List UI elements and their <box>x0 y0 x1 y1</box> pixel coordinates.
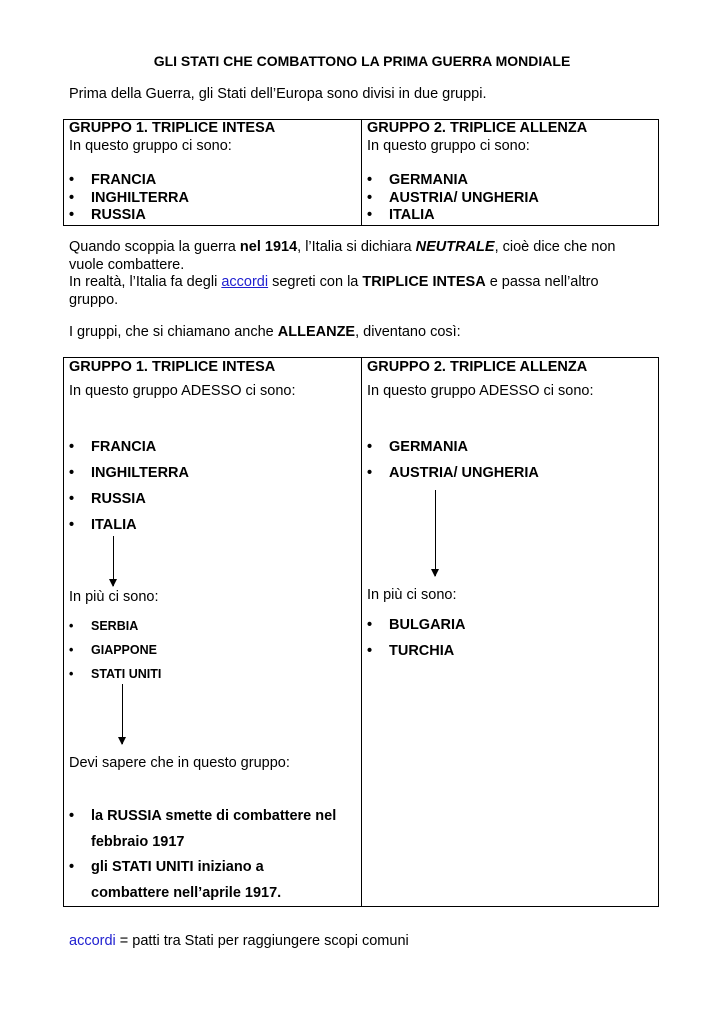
text: , diventano così: <box>355 324 461 340</box>
list-item: • la RUSSIA smette di combattere nel febbraio 1917 <box>69 804 339 855</box>
accordi-link[interactable]: accordi <box>221 274 269 290</box>
group1-cell <box>64 358 362 907</box>
war-paragraph <box>69 239 649 309</box>
down-arrow-icon <box>113 536 114 586</box>
list-item: • AUSTRIA/ UNGHERIA <box>367 190 653 208</box>
note-label: Devi sapere che in questo gruppo: <box>69 755 290 771</box>
list-item: • FRANCIA <box>69 434 189 460</box>
down-arrow-icon <box>122 684 123 744</box>
list-item: • SERBIA <box>69 614 161 638</box>
list-item: • GERMANIA <box>367 434 539 460</box>
group2-header: GRUPPO 2. TRIPLICE ALLENZA <box>367 120 588 136</box>
more-label: In più ci sono: <box>69 589 159 605</box>
list-item: • ITALIA <box>69 512 189 538</box>
list-item: • RUSSIA <box>69 486 189 512</box>
group2-subtitle: In questo gruppo ci sono: <box>367 137 530 154</box>
text: Quando scoppia la guerra <box>69 239 240 255</box>
text: segreti con la <box>268 274 363 290</box>
more-list <box>367 612 466 664</box>
group1-header: GRUPPO 1. TRIPLICE INTESA <box>69 359 276 375</box>
text-neutrale: NEUTRALE <box>415 239 495 255</box>
group2-header: GRUPPO 2. TRIPLICE ALLENZA <box>367 359 588 375</box>
group1-subtitle: In questo gruppo ADESSO ci sono: <box>69 383 296 399</box>
list-item: • AUSTRIA/ UNGHERIA <box>367 460 539 486</box>
list-item: • TURCHIA <box>367 638 466 664</box>
list-item: • GERMANIA <box>367 172 653 190</box>
table-alliances-after <box>63 357 659 907</box>
list-item: • RUSSIA <box>69 207 356 225</box>
list-item: • FRANCIA <box>69 172 356 190</box>
group2-cell <box>362 120 659 226</box>
alliances-paragraph <box>69 324 461 342</box>
accordi-term: accordi <box>69 933 116 949</box>
group2-list <box>367 434 539 486</box>
list-item: • BULGARIA <box>367 612 466 638</box>
definition-text: = patti tra Stati per raggiungere scopi comuni <box>115 933 409 949</box>
text-bold: TRIPLICE INTESA <box>362 274 486 290</box>
facts-list <box>69 804 339 906</box>
text: e passa nell’altro gruppo. <box>69 274 599 308</box>
list-item: • ITALIA <box>367 207 653 225</box>
list-item: • GIAPPONE <box>69 638 161 662</box>
group1-cell <box>64 120 362 226</box>
text: In realtà, l’Italia fa degli <box>69 274 222 290</box>
group2-subtitle: In questo gruppo ADESSO ci sono: <box>367 383 594 399</box>
more-list <box>69 614 161 686</box>
table-alliances-before <box>63 119 659 226</box>
text: , cioè dice che non vuole combattere. <box>69 239 616 273</box>
group2-cell <box>362 358 659 907</box>
group2-list <box>367 172 653 225</box>
group1-header: GRUPPO 1. TRIPLICE INTESA <box>69 120 276 136</box>
down-arrow-icon <box>435 490 436 576</box>
list-item: • gli STATI UNITI iniziano a combattere nell’aprile 1917. <box>69 855 339 906</box>
footer-definition <box>69 933 409 951</box>
group1-subtitle: In questo gruppo ci sono: <box>69 137 232 154</box>
intro-text: Prima della Guerra, gli Stati dell’Europa sono divisi in due gruppi. <box>69 86 487 102</box>
text: I gruppi, che si chiamano anche <box>69 324 278 340</box>
text-bold: ALLEANZE <box>277 324 356 340</box>
page-title: GLI STATI CHE COMBATTONO LA PRIMA GUERRA MONDIALE <box>153 53 571 69</box>
list-item: • INGHILTERRA <box>69 190 356 208</box>
text: , l’Italia si dichiara <box>297 239 416 255</box>
text-bold: nel 1914 <box>239 239 298 255</box>
list-item: • INGHILTERRA <box>69 460 189 486</box>
more-label: In più ci sono: <box>367 587 457 603</box>
group1-list <box>69 434 189 538</box>
group1-list <box>69 172 356 225</box>
list-item: • STATI UNITI <box>69 662 161 686</box>
